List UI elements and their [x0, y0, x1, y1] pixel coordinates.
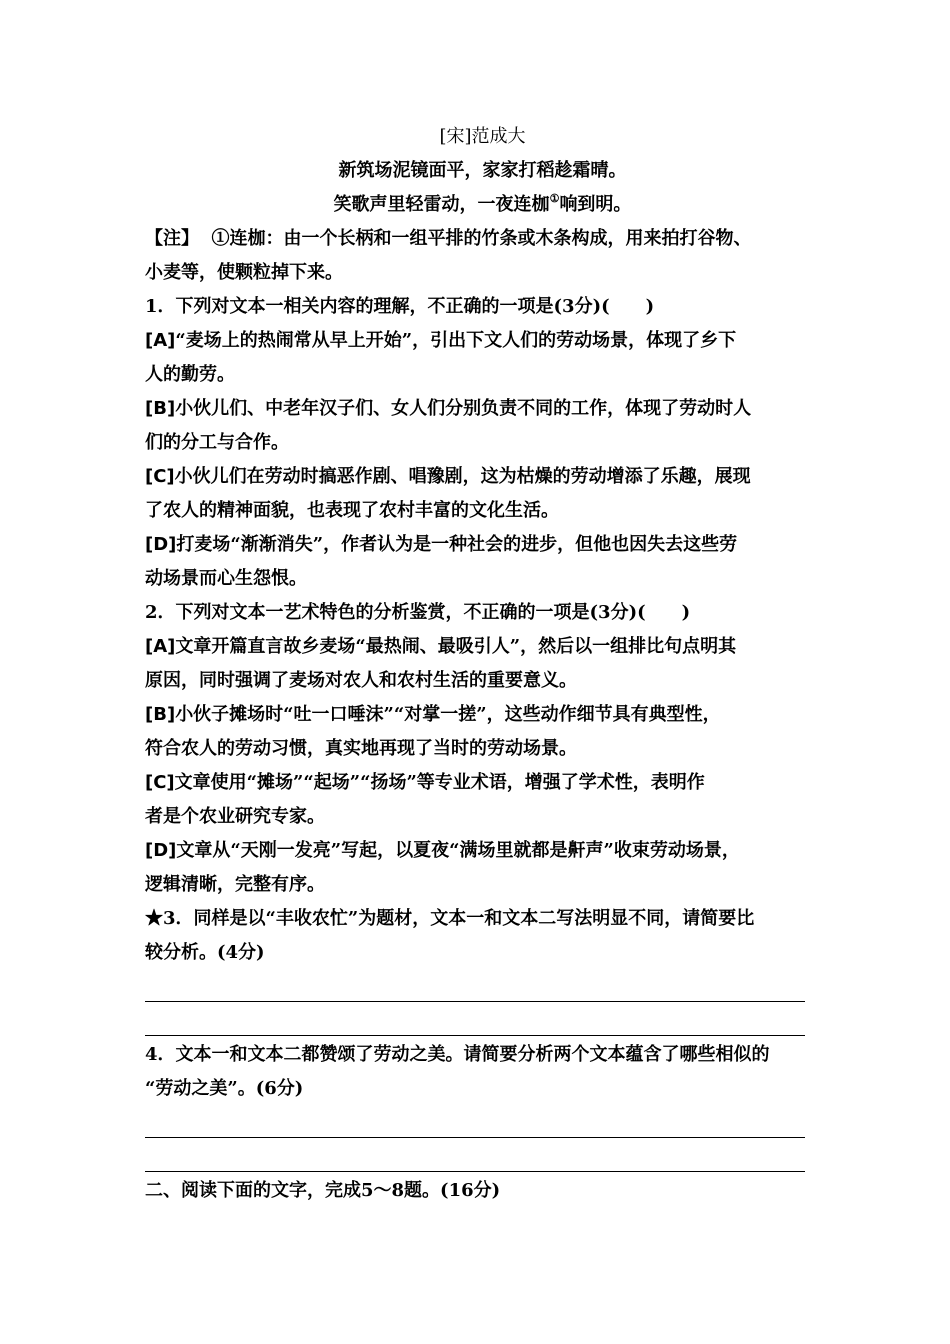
- note-label: 【注】: [145, 228, 199, 249]
- option-b-tag: [B]: [145, 704, 176, 725]
- option-b-text: 小伙儿们、中老年汉子们、女人们分别负责不同的工作，体现了劳动时人: [175, 398, 752, 419]
- option-c-text: 文章使用“摊场”“起场”“扬场”等专业术语，增强了学术性，表明作: [174, 772, 705, 793]
- option-a-text: “麦场上的热闹常从早上开始”，引出下文人们的劳动场景，体现了乡下: [175, 330, 737, 351]
- question-2-option-a-line-2: 原因，同时强调了麦场对农人和农村生活的重要意义。: [145, 670, 577, 691]
- question-1-option-b-line-1: [145, 392, 820, 426]
- option-c-tag: [C]: [145, 466, 175, 487]
- poem-line-2-part-a: 笑歌声里轻雷动，一夜连枷: [333, 194, 550, 215]
- option-c-tag: [C]: [145, 772, 175, 793]
- option-d-tag: [D]: [145, 534, 177, 555]
- question-2-option-a-line-1: [145, 630, 820, 664]
- question-2-option-d-line-2: 逻辑清晰，完整有序。: [145, 874, 325, 895]
- question-3-line-1: ★3．同样是以“丰收农忙”为题材，文本一和文本二写法明显不同，请简要比: [145, 908, 755, 929]
- question-3-answer-line-2[interactable]: [145, 1004, 820, 1038]
- poem-line-1: 新筑场泥镜面平，家家打稻趁霜晴。: [338, 160, 627, 181]
- question-1-option-c-line-2: 了农人的精神面貌，也表现了农村丰富的文化生活。: [145, 500, 559, 521]
- poem-line-2: [145, 188, 820, 222]
- note-text-1: ①连枷：由一个长柄和一组平排的竹条或木条构成，用来拍打谷物、: [211, 228, 752, 249]
- option-d-tag: [D]: [145, 840, 177, 861]
- question-2-option-c-line-2: 者是个农业研究专家。: [145, 806, 325, 827]
- question-2-stem: 2．下列对文本一艺术特色的分析鉴赏，不正确的一项是(3分)( ): [145, 602, 691, 623]
- note-line-1: [145, 222, 820, 256]
- option-d-text: 打麦场“渐渐消失”，作者认为是一种社会的进步，但他也因失去这些劳: [176, 534, 738, 555]
- question-1-option-b-line-2: 们的分工与合作。: [145, 432, 289, 453]
- question-1-option-c-line-1: [145, 460, 820, 494]
- question-4-answer-line-1[interactable]: [145, 1106, 820, 1140]
- document-page: [145, 120, 820, 1208]
- poem-footnote-marker: ①: [549, 192, 560, 205]
- option-b-text: 小伙子摊场时“吐一口唾沫”“对掌一搓”，这些动作细节具有典型性，: [175, 704, 721, 725]
- option-c-text: 小伙儿们在劳动时搞恶作剧、唱豫剧，这为枯燥的劳动增添了乐趣，展现: [174, 466, 751, 487]
- option-a-text: 文章开篇直言故乡麦场“最热闹、最吸引人”，然后以一组排比句点明其: [175, 636, 737, 657]
- question-2-option-b-line-1: [145, 698, 820, 732]
- question-2-option-c-line-1: [145, 766, 820, 800]
- question-4-answer-line-2[interactable]: [145, 1140, 820, 1174]
- note-line-2: 小麦等，使颗粒掉下来。: [145, 262, 343, 283]
- option-a-tag: [A]: [145, 636, 176, 657]
- poem-line-2-part-b: 响到明。: [559, 194, 632, 215]
- option-b-tag: [B]: [145, 398, 176, 419]
- poem-author: [宋]范成大: [439, 126, 526, 147]
- question-1-option-a-line-2: 人的勤劳。: [145, 364, 235, 385]
- question-1-option-d-line-2: 动场景而心生怨恨。: [145, 568, 307, 589]
- question-1-option-a-line-1: [145, 324, 820, 358]
- section-2-heading: 二、阅读下面的文字，完成5～8题。(16分): [145, 1180, 501, 1201]
- question-2-option-d-line-1: [145, 834, 820, 868]
- question-2-option-b-line-2: 符合农人的劳动习惯，真实地再现了当时的劳动场景。: [145, 738, 577, 759]
- question-4-line-2: “劳动之美”。(6分): [145, 1078, 304, 1099]
- question-1-option-d-line-1: [145, 528, 820, 562]
- option-a-tag: [A]: [145, 330, 176, 351]
- question-4-line-1: 4．文本一和文本二都赞颂了劳动之美。请简要分析两个文本蕴含了哪些相似的: [145, 1044, 770, 1065]
- question-3-line-2: 较分析。(4分): [145, 942, 265, 963]
- option-d-text: 文章从“天刚一发亮”写起，以夏夜“满场里就都是鼾声”收束劳动场景，: [176, 840, 740, 861]
- question-1-stem: 1．下列对文本一相关内容的理解，不正确的一项是(3分)( ): [145, 296, 655, 317]
- question-3-answer-line-1[interactable]: [145, 970, 820, 1004]
